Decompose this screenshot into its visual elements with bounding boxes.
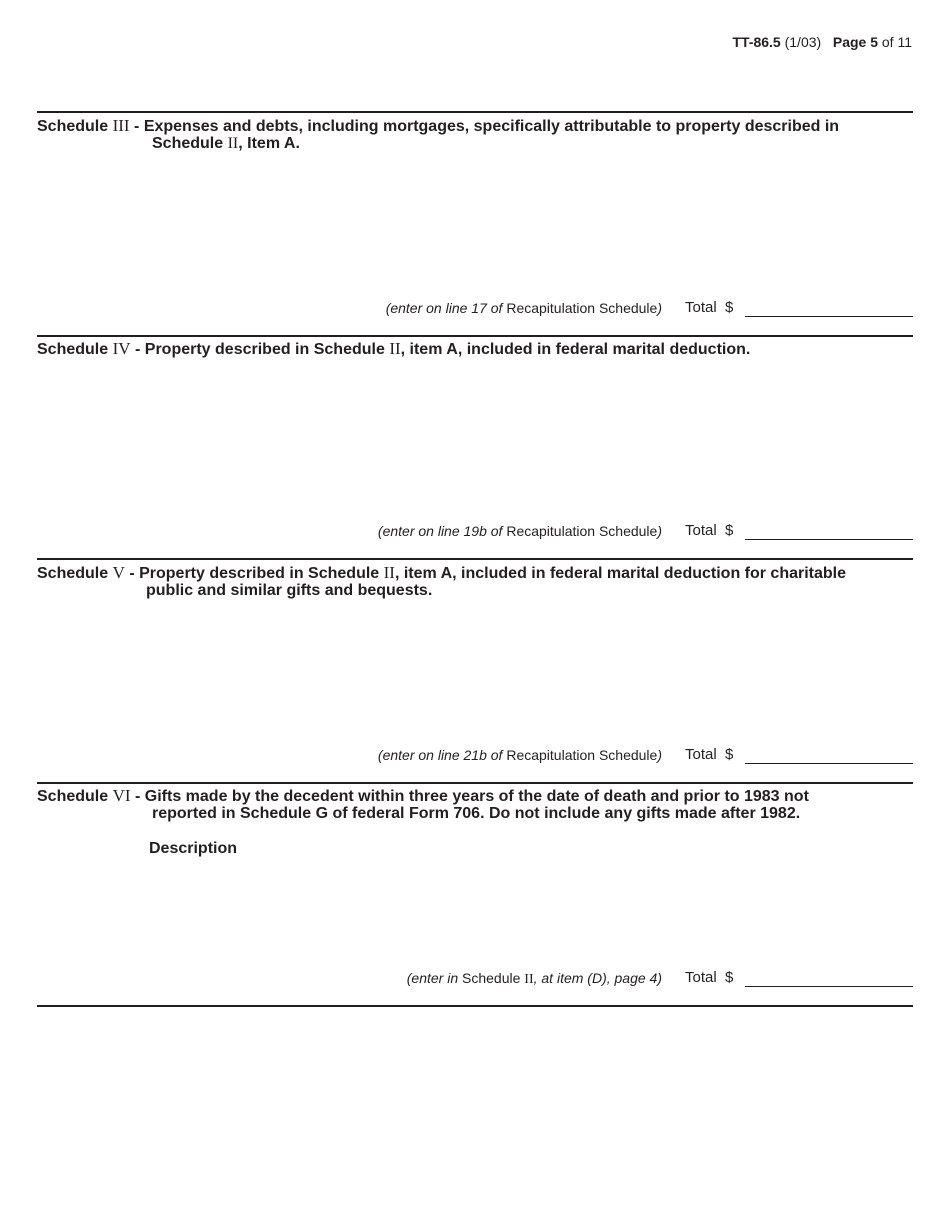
schedule-vi-instruction: (enter in Schedule II, at item (D), page 4) [406, 970, 662, 987]
schedule-iii-instruction: (enter on line 17 of Recapitulation Schedule) [385, 300, 662, 316]
form-revision: (1/03) [784, 34, 822, 50]
description-label: Description [149, 840, 238, 857]
section-divider [37, 111, 913, 113]
schedule-iii-title: Expenses and debts, including mortgages, specifically attributable to property described in [143, 118, 840, 135]
schedule-v-total-field[interactable] [745, 763, 913, 764]
schedule-iv-total-field[interactable] [745, 539, 913, 540]
schedule-iii-title-line2: Schedule II, Item A. [152, 135, 300, 152]
schedule-vi-total-field[interactable] [745, 986, 913, 987]
schedule-vi-heading: Schedule VI - Gifts made by the decedent within three years of the date of death and prior to 1983 not [37, 786, 809, 805]
schedule-iv-title: Property described in Schedule II, item A, included in federal marital deduction. [144, 339, 751, 358]
section-divider [37, 335, 913, 337]
schedule-v-heading: Schedule V - Property described in Schedule II, item A, included in federal marital deduction for charitable [37, 563, 847, 582]
schedule-iii-heading: Schedule III - Expenses and debts, including mortgages, specifically attributable to property described in [37, 116, 840, 135]
page-of: of 11 [881, 34, 912, 50]
schedule-iv-instruction: (enter on line 19b of Recapitulation Schedule) [377, 523, 662, 539]
schedule-iii-total-field[interactable] [745, 316, 913, 317]
schedule-vi-total-label: Total $ [685, 969, 734, 986]
schedule-vi-title: Gifts made by the decedent within three years of the date of death and prior to 1983 not [144, 788, 809, 805]
schedule-v-instruction: (enter on line 21b of Recapitulation Schedule) [377, 747, 662, 763]
form-id: TT-86.5 [732, 34, 781, 50]
schedule-v-total-label: Total $ [685, 746, 734, 763]
section-divider [37, 782, 913, 784]
form-header [732, 34, 912, 50]
schedule-v-title-line2: public and similar gifts and bequests. [146, 582, 433, 599]
schedule-iii-total-label: Total $ [685, 299, 734, 316]
schedule-v-title: Property described in Schedule II, item A, included in federal marital deduction for charitable [139, 563, 847, 582]
section-divider [37, 1005, 913, 1007]
schedule-iv-total-label: Total $ [685, 522, 734, 539]
schedule-vi-title-line2: reported in Schedule G of federal Form 706. Do not include any gifts made after 1982. [152, 805, 801, 822]
schedule-iv-heading: Schedule IV - Property described in Schedule II, item A, included in federal marital deduction. [37, 339, 751, 358]
section-divider [37, 558, 913, 560]
page-label: Page 5 [832, 34, 878, 50]
